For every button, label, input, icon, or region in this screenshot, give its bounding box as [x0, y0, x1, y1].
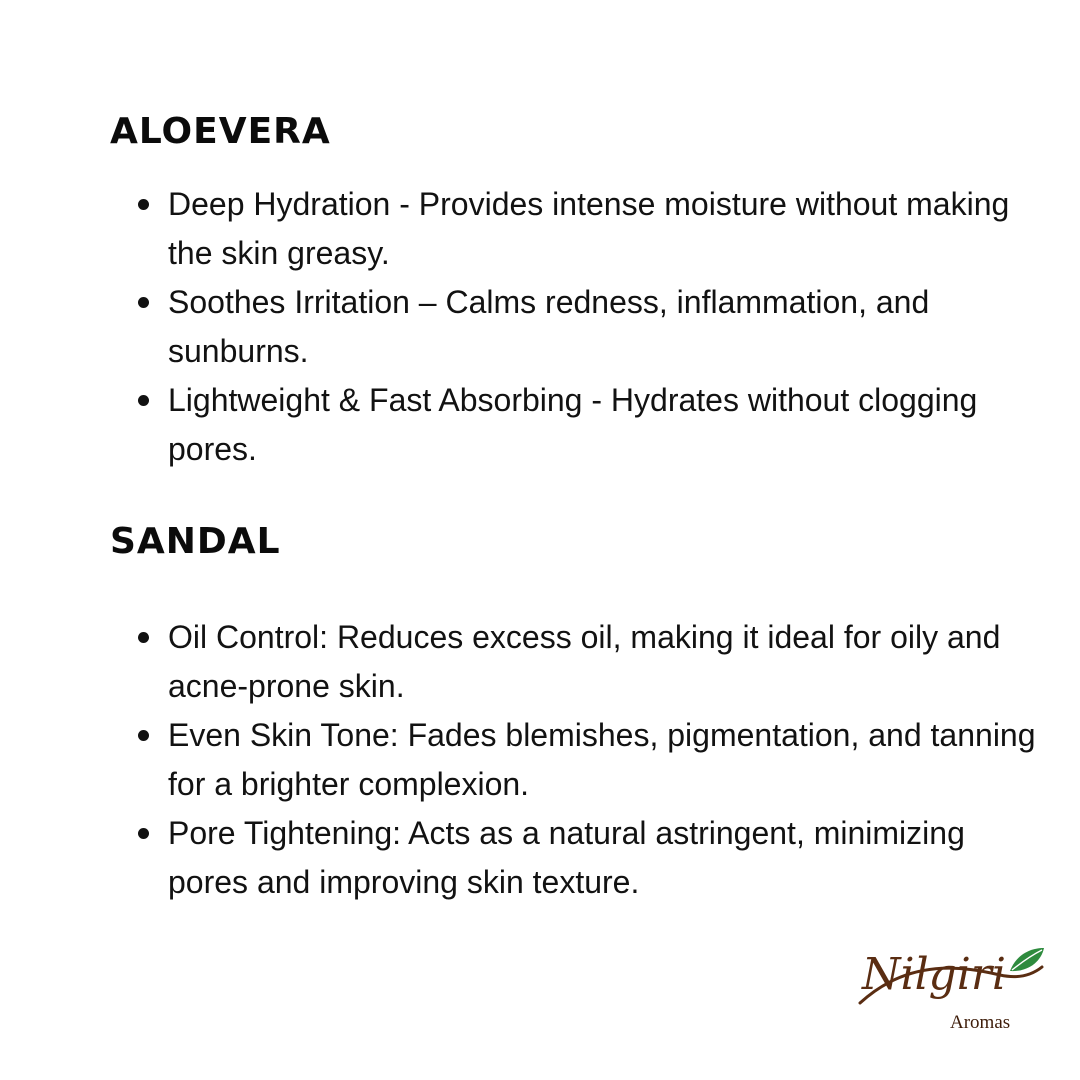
- list-item-text: Oil Control: Reduces excess oil, making it ideal for oily and acne-prone skin.: [168, 619, 1001, 704]
- sandal-benefits-list: [135, 613, 1050, 907]
- list-item-text: Deep Hydration - Provides intense moisture without making the skin greasy.: [168, 186, 1010, 271]
- brand-logo: [840, 945, 1045, 1040]
- list-item: [135, 180, 1050, 278]
- bullet-icon: [138, 297, 149, 308]
- bullet-icon: [138, 632, 149, 643]
- aloevera-benefits-list: [135, 180, 1050, 474]
- list-item-text: Lightweight & Fast Absorbing - Hydrates without clogging pores.: [168, 382, 978, 467]
- bullet-icon: [138, 730, 149, 741]
- list-item: [135, 613, 1050, 711]
- list-item-text: Even Skin Tone: Fades blemishes, pigmentation, and tanning for a brighter complexion.: [168, 717, 1036, 802]
- aloevera-heading: ALOEVERA: [110, 111, 331, 152]
- list-item: [135, 376, 1050, 474]
- bullet-icon: [138, 395, 149, 406]
- list-item: [135, 278, 1050, 376]
- list-item-text: Soothes Irritation – Calms redness, inflammation, and sunburns.: [168, 284, 930, 369]
- sandal-heading: SANDAL: [110, 521, 281, 562]
- bullet-icon: [138, 199, 149, 210]
- list-item-text: Pore Tightening: Acts as a natural astringent, minimizing pores and improving skin texture.: [168, 815, 965, 900]
- bullet-icon: [138, 828, 149, 839]
- list-item: [135, 711, 1050, 809]
- logo-tagline: Aromas: [950, 1012, 1011, 1033]
- list-item: [135, 809, 1050, 907]
- logo-brand-name: Nilgiri: [862, 949, 1006, 1000]
